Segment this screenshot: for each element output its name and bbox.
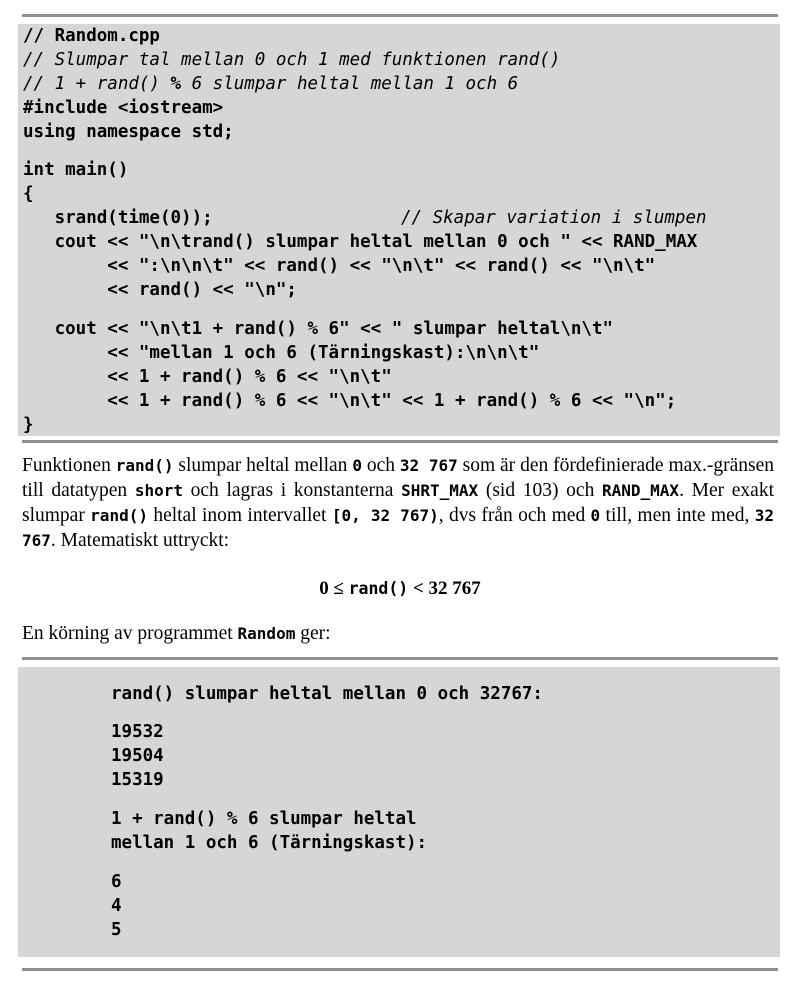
- inline-code: 0: [590, 506, 601, 525]
- program-output: [18, 667, 780, 957]
- code-listing: [18, 24, 780, 436]
- run-intro-paragraph: [22, 621, 774, 646]
- code-include-line: #include <iostream>: [23, 98, 224, 118]
- code-bottom-rule: [22, 440, 778, 443]
- text: . Matematiskt uttryckt:: [50, 530, 230, 551]
- code-title: // Random.cpp: [23, 26, 160, 46]
- output-number: 6: [111, 872, 122, 892]
- inline-code: 0: [352, 456, 362, 475]
- text: (sid 103) och: [478, 480, 602, 501]
- code-comment-line: // Slumpar tal mellan 0 och 1 med funktionen rand(): [23, 50, 561, 70]
- inline-code: 32 767: [22, 506, 774, 550]
- code-line: << rand() << "\n";: [23, 280, 297, 300]
- output-line: mellan 1 och 6 (Tärningskast):: [111, 833, 428, 853]
- code-srand-line: srand(time(0));: [23, 208, 213, 228]
- inline-code: [0, 32 767): [331, 506, 439, 525]
- inline-code: rand(): [115, 456, 174, 475]
- output-line: 1 + rand() % 6 slumpar heltal: [111, 809, 417, 829]
- inline-code: rand(): [90, 506, 148, 525]
- inline-code: short: [134, 481, 183, 500]
- bottom-rule: [22, 968, 778, 971]
- output-number: 4: [111, 896, 122, 916]
- text: heltal inom intervallet: [147, 505, 332, 526]
- code-srand-comment: // Skapar variation i slumpen: [401, 208, 707, 228]
- output-number: 15319: [111, 770, 164, 790]
- output-line: rand() slumpar heltal mellan 0 och 32767:: [111, 684, 543, 704]
- comment-part: %: [170, 74, 182, 94]
- code-open-brace: {: [23, 184, 34, 204]
- text: slumpar heltal mellan: [173, 455, 353, 476]
- text: och: [361, 455, 400, 476]
- output-number: 5: [111, 920, 122, 940]
- formula-code: rand(): [348, 579, 409, 598]
- inline-code: SHRT_MAX: [401, 481, 479, 500]
- output-number: 19504: [111, 746, 164, 766]
- code-line: cout << "\n\t1 + rand() % 6" << " slumpar heltal\n\t": [23, 319, 614, 339]
- code-using-line: using namespace std;: [23, 122, 234, 142]
- text: , dvs från och med: [438, 505, 591, 526]
- code-close-brace: }: [23, 415, 34, 435]
- text: Funktionen: [22, 455, 116, 476]
- explanation-paragraph: [22, 453, 774, 553]
- output-number: 19532: [111, 722, 164, 742]
- inline-code: 32 767: [399, 456, 458, 475]
- text: . Mer exakt slumpar: [22, 480, 774, 526]
- code-line: << 1 + rand() % 6 << "\n\t": [23, 367, 392, 387]
- code-line: cout << "\n\trand() slumpar heltal mellan 0 och " << RAND_MAX: [23, 232, 698, 252]
- output-top-rule: [22, 657, 778, 660]
- code-line: << "mellan 1 och 6 (Tärningskast):\n\n\t": [23, 343, 540, 363]
- text: och lagras i konstanterna: [182, 480, 402, 501]
- code-line: << ":\n\n\t" << rand() << "\n\t" << rand() << "\n\t": [23, 256, 656, 276]
- text: som är den fördefinierade max.-gränsen till datatypen: [22, 455, 775, 501]
- comment-part: 6 slumpar heltal mellan 1 och 6: [181, 74, 519, 94]
- inline-code: RAND_MAX: [602, 481, 680, 500]
- text: En körning av programmet: [22, 623, 238, 644]
- math-expression: [0, 578, 800, 600]
- comment-part: // 1 + rand(): [23, 74, 171, 94]
- code-line: << 1 + rand() % 6 << "\n\t" << 1 + rand() % 6 << "\n";: [23, 391, 677, 411]
- text: ger:: [295, 623, 331, 644]
- top-rule: [22, 14, 778, 17]
- code-comment-line: [23, 72, 518, 96]
- formula-right: < 32 767: [408, 578, 481, 599]
- text: till, men inte med,: [600, 505, 755, 526]
- formula-left: 0 ≤: [319, 578, 349, 599]
- inline-code: Random: [237, 624, 296, 643]
- code-main-line: int main(): [23, 160, 129, 180]
